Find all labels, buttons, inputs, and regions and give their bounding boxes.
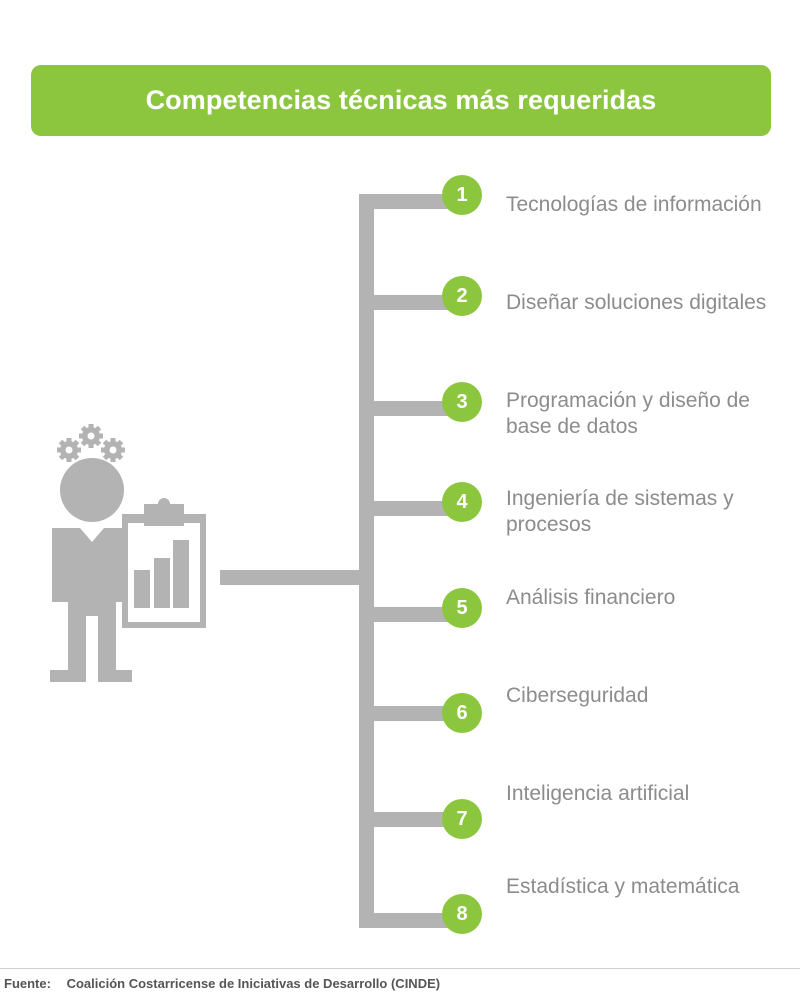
item-label-5: Análisis financiero [506,586,676,609]
footer-divider [0,968,800,969]
item-label-6: Ciberseguridad [506,684,649,707]
item-number-badge: 6 [442,693,482,733]
source-footer [4,976,440,991]
source-text: Coalición Costarricense de Iniciativas de Desarrollo (CINDE) [66,976,441,991]
page-title: Competencias técnicas más requeridas [145,85,657,115]
item-number-badge: 4 [442,482,482,522]
source-label: Fuente: [4,976,51,991]
item-label-8: Estadística y matemática [506,875,740,898]
item-number-badge: 8 [442,894,482,934]
figure-connector [220,570,365,585]
item-number-badge: 1 [442,175,482,215]
title-banner [31,65,771,136]
gears-icon [57,424,125,462]
item-label-4: Ingeniería de sistemas y procesos [506,487,734,536]
item-label-2: Diseñar soluciones digitales [506,291,767,314]
item-number-badge: 5 [442,588,482,628]
item-number-badge: 2 [442,276,482,316]
item-label-7: Inteligencia artificial [506,782,690,805]
clipboard-chart-icon [122,498,206,628]
item-number-badge: 3 [442,382,482,422]
item-label-3: Programación y diseño de base de datos [506,389,750,438]
professional-with-chart-icon [40,420,220,690]
item-number-badge: 7 [442,799,482,839]
item-label-1: Tecnologías de información [506,193,762,216]
